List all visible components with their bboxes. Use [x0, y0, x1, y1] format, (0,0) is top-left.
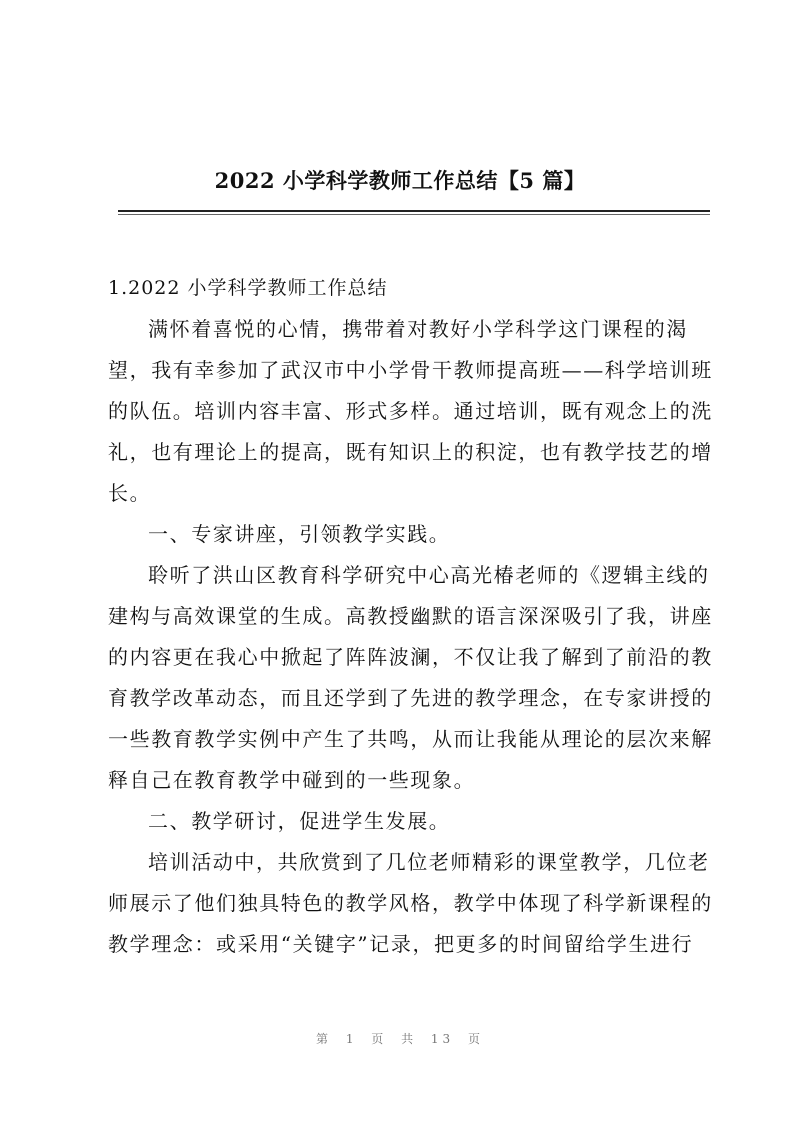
paragraph-line: 的队伍。培训内容丰富、形式多样。通过培训，既有观念上的洗	[108, 399, 713, 423]
paragraph-line: 育教学改革动态，而且还学到了先进的教学理念，在专家讲授的	[108, 686, 713, 710]
page-footer: 第 1 页 共 13 页	[316, 1032, 484, 1046]
paragraph-line: 释自己在教育教学中碰到的一些现象。	[108, 768, 476, 792]
paragraph-line: 培训活动中，共欣赏到了几位老师精彩的课堂教学，几位老	[148, 850, 710, 874]
page-title: 2022 小学科学教师工作总结【5 篇】	[214, 168, 586, 193]
section-heading: 1.2022 小学科学教师工作总结	[108, 277, 388, 299]
paragraph-line: 二、教学研讨，促进学生发展。	[148, 809, 451, 833]
title-divider	[118, 210, 710, 212]
paragraph-line: 聆听了洪山区教育科学研究中心高光椿老师的《逻辑主线的	[148, 563, 710, 587]
subheading-teaching-seminar	[108, 803, 712, 839]
paragraph-line: 满怀着喜悦的心情，携带着对教好小学科学这门课程的渴	[148, 317, 688, 341]
paragraph-line: 的内容更在我心中掀起了阵阵波澜，不仅让我了解到了前沿的教	[108, 645, 713, 669]
document-body	[108, 270, 712, 962]
paragraph-line: 教学理念：或采用“关键字”记录，把更多的时间留给学生进行	[108, 932, 694, 956]
paragraph-seminar	[108, 844, 712, 962]
title-divider-thin	[118, 214, 710, 215]
paragraph-line: 一、专家讲座，引领教学实践。	[148, 522, 451, 546]
paragraph-line: 礼，也有理论上的提高，既有知识上的积淀，也有教学技艺的增	[108, 440, 713, 464]
paragraph-line: 一些教育教学实例中产生了共鸣，从而让我能从理论的层次来解	[108, 727, 713, 751]
paragraph-line: 建构与高效课堂的生成。高教授幽默的语言深深吸引了我，讲座	[108, 604, 713, 628]
subheading-expert-lecture	[108, 516, 712, 552]
paragraph-intro	[108, 311, 712, 511]
paragraph-line: 师展示了他们独具特色的教学风格，教学中体现了科学新课程的	[108, 891, 713, 915]
paragraph-lecture	[108, 557, 712, 798]
paragraph-line: 望，我有幸参加了武汉市中小学骨干教师提高班——科学培训班	[108, 358, 713, 382]
paragraph-line: 长。	[108, 481, 152, 505]
